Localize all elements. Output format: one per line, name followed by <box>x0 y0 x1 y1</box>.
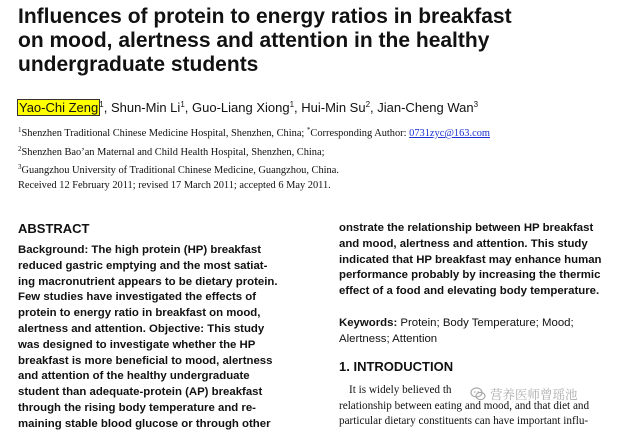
author-name: Guo-Liang Xiong <box>192 100 290 115</box>
corresponding-label: Corresponding Author: <box>310 128 410 139</box>
author-affil-sup: 1 <box>289 100 295 109</box>
abstract-line: was designed to investigate whether the HP <box>18 338 256 351</box>
keywords-label: Keywords: <box>339 317 398 329</box>
introduction-line: It is widely believed th <box>349 384 452 396</box>
abstract-line: and attention of the healthy undergraduate <box>18 370 250 383</box>
abstract-line: effect of a food and elevating body temperature. <box>339 285 600 298</box>
title-line: undergraduate students <box>18 53 259 76</box>
author-affil-sup: 3 <box>473 100 479 109</box>
affiliation-line <box>18 142 490 161</box>
keywords-list: Protein; Body Temperature; Mood; <box>397 317 574 329</box>
wechat-bubble-icon <box>470 386 486 402</box>
introduction-line: relationship between eating and mood, and that diet and <box>339 399 590 412</box>
corresponding-sup: * <box>306 126 311 134</box>
abstract-line: through the rising body temperature and re- <box>18 401 256 414</box>
author-affil-sup: 2 <box>365 100 371 109</box>
abstract-heading: ABSTRACT <box>18 221 90 236</box>
author-list: Yao-Chi Zeng$^1$, Shun-Min Li$^1$, Guo-Liang Xiong$^1$, Hui-Min Su$^2$, Jian-Cheng Wan$^3$ <box>19 100 479 115</box>
title-line: on mood, alertness and attention in the healthy <box>18 29 490 52</box>
title-line: Influences of protein to energy ratios in breakfast <box>18 5 512 28</box>
author-name-highlighted: Yao-Chi Zeng <box>19 100 99 115</box>
abstract-line: student than adequate-protein (AP) breakfast <box>18 386 263 399</box>
introduction-heading: 1. INTRODUCTION <box>339 359 454 374</box>
author-affil-sup: 1 <box>99 100 104 109</box>
affil-sup: 3 <box>18 163 22 171</box>
author-email-link[interactable]: 0731zyc@163.com <box>409 128 490 139</box>
abstract-line: and mood, alertness and attention. This study <box>339 237 588 250</box>
watermark <box>470 384 578 404</box>
author-name: Hui-Min Su <box>301 100 366 115</box>
author-name: Jian-Cheng Wan <box>377 100 474 115</box>
keywords-line <box>339 315 574 331</box>
abstract-right-column <box>339 221 602 300</box>
abstract-line: indicated that HP breakfast may enhance human <box>339 253 602 266</box>
author-name: Shun-Min Li <box>110 100 181 115</box>
abstract-line: maining stable blood glucose or through other <box>18 417 271 430</box>
affiliation-text: Shenzhen Traditional Chinese Medicine Hospital, Shenzhen, China; <box>21 128 307 139</box>
keywords <box>339 315 574 347</box>
received-dates: Received 12 February 2011; revised 17 March 2011; accepted 6 May 2011. <box>18 180 331 191</box>
abstract-line: alertness and attention. Objective: This study <box>18 322 265 335</box>
abstract-line: performance probably by increasing the thermic <box>339 269 601 282</box>
abstract-line: ing macronutrient appears to be dietary protein. <box>18 275 278 288</box>
abstract-line: breakfast is more beneficial to mood, alertness <box>18 354 273 367</box>
affiliation-text: Guangzhou University of Traditional Chinese Medicine, Guangzhou, China. <box>21 165 339 176</box>
abstract-line: Few studies have investigated the effects of <box>18 291 257 304</box>
affiliations <box>18 123 490 179</box>
author-affil-sup: 1 <box>180 100 185 109</box>
affil-sup: 1 <box>18 126 22 134</box>
abstract-line: Background: The high protein (HP) breakfast <box>18 244 262 256</box>
abstract-left-column <box>18 243 278 433</box>
paper-title <box>18 5 618 77</box>
affiliation-line <box>18 160 490 179</box>
introduction-line: particular dietary constituents can have important influ- <box>339 415 589 428</box>
abstract-line: protein to energy ratio in breakfast on mood, <box>18 307 261 320</box>
keywords-line: Alertness; Attention <box>339 333 438 345</box>
affiliation-text: Shenzhen Bao’an Maternal and Child Health Hospital, Shenzhen, China; <box>21 146 325 158</box>
abstract-line: reduced gastric emptying and the most satiat- <box>18 259 268 272</box>
affil-sup: 2 <box>18 144 22 153</box>
watermark-text: 营养医师曾瑶池 <box>490 387 578 402</box>
affiliation-line <box>18 123 490 142</box>
abstract-line: onstrate the relationship between HP breakfast <box>339 222 594 234</box>
